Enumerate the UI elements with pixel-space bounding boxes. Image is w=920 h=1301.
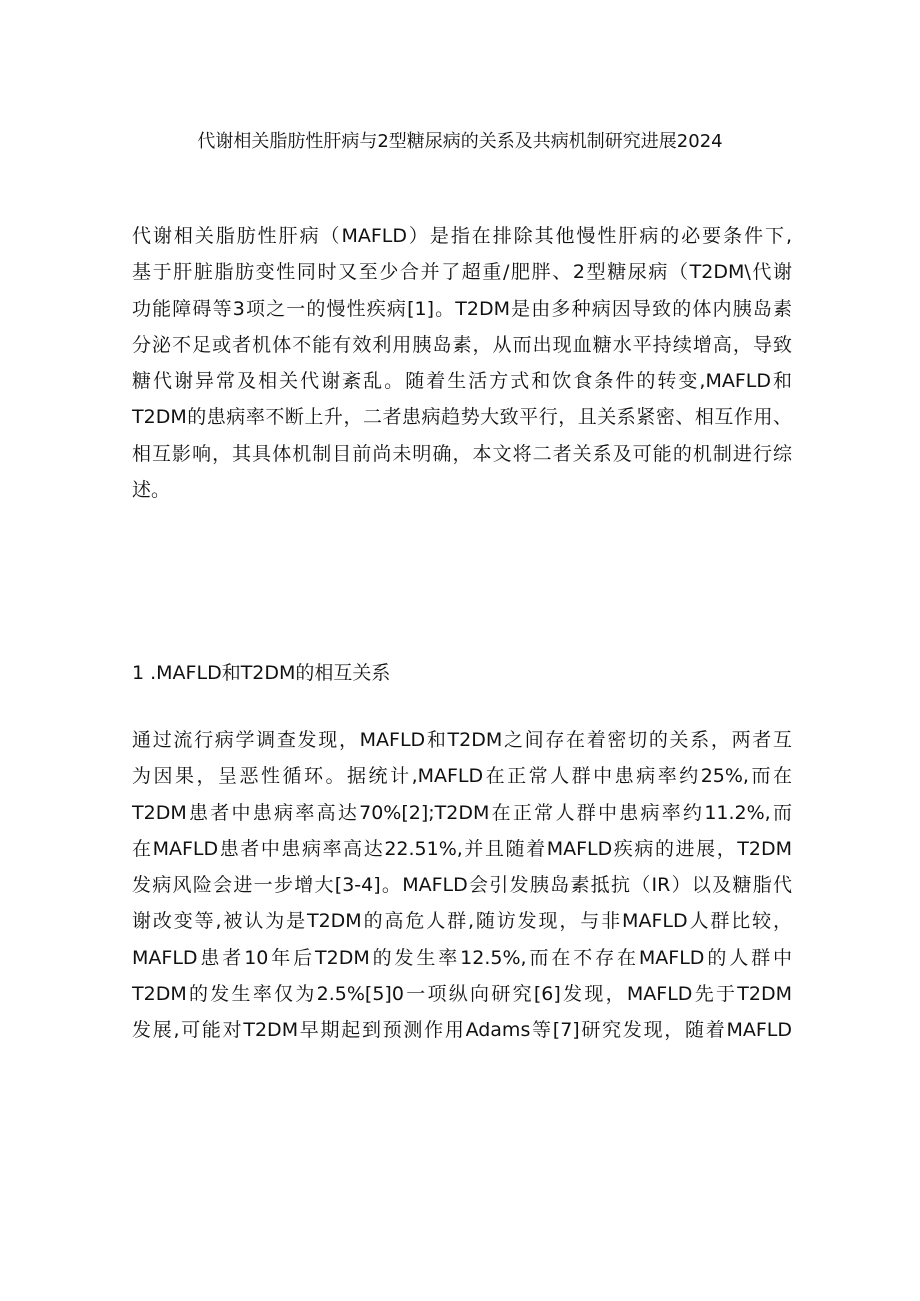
text-line: T2DM的患病率不断上升，二者患病趋势大致平行，且关系紧密、相互作用、 [132,406,792,429]
text-line: 述。 [132,479,171,502]
section1-paragraph [132,722,792,1049]
text-line: T2DM患者中患病率高达70%[2];T2DM在正常人群中患病率约11.2%,而 [132,801,792,824]
text-line: 糖代谢异常及相关代谢紊乱。随着生活方式和饮食条件的转变,MAFLD和 [132,370,792,393]
text-line: 通过流行病学调查发现，MAFLD和T2DM之间存在着密切的关系，两者互 [132,729,792,751]
text-line: 发展,可能对T2DM早期起到预测作用Adams等[7]研究发现，随着MAFLD [132,1019,792,1042]
document-title: 代谢相关脂肪性肝病与2型糖尿病的关系及共病机制研究进展2024 [197,131,723,152]
section-heading: 1 .MAFLD和T2DM的相互关系 [132,662,391,684]
text-line: 发病风险会进一步增大[3-4]。MAFLD会引发胰岛素抵抗（IR）以及糖脂代 [132,874,792,897]
text-line: 分泌不足或者机体不能有效利用胰岛素，从而出现血糖水平持续增高，导致 [132,333,792,356]
text-line: 为因果，呈恶性循环。据统计,MAFLD在正常人群中患病率约25%,而在 [132,765,792,788]
text-line: 基于肝脏脂肪变性同时又至少合并了超重/肥胖、2型糖尿病（T2DM\代谢 [132,261,792,284]
text-line: T2DM的发生率仅为2.5%[5]0一项纵向研究[6]发现，MAFLD先于T2DM [132,983,792,1006]
text-line: 谢改变等,被认为是T2DM的高危人群,随访发现，与非MAFLD人群比较， [132,910,792,933]
text-line: 相互影响，其具体机制目前尚未明确，本文将二者关系及可能的机制进行综 [132,442,792,465]
text-line: 功能障碍等3项之一的慢性疾病[1]。T2DM是由多种病因导致的体内胰岛素 [132,297,792,320]
text-line: 代谢相关脂肪性肝病（MAFLD）是指在排除其他慢性肝病的必要条件下, [132,225,792,247]
text-line: 在MAFLD患者中患病率高达22.51%,并且随着MAFLD疾病的进展，T2DM [132,837,792,860]
text-line: MAFLD患者10年后T2DM的发生率12.5%,而在不存在MAFLD的人群中 [132,946,792,969]
intro-paragraph [132,218,792,508]
